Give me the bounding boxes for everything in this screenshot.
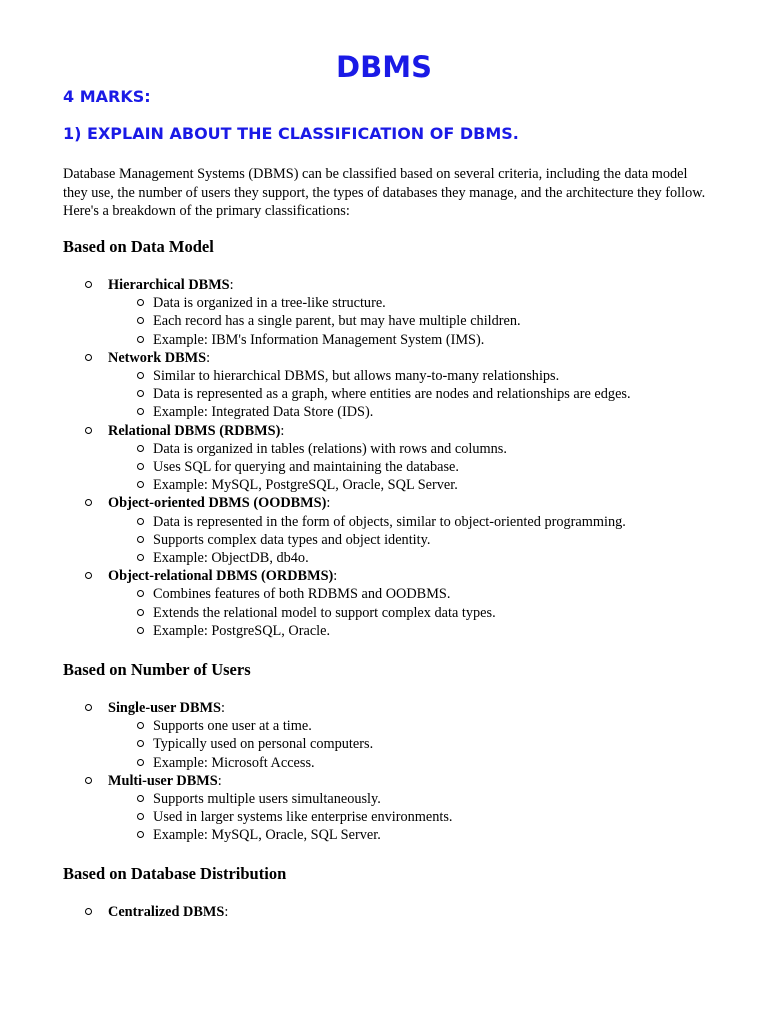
list-item: Object-relational DBMS (ORDBMS): Combines features of both RDBMS and OODBMS. Extends the relational model to support complex data types. Example: PostgreSQL, Oracle. bbox=[0, 567, 768, 640]
item-term: Object-oriented DBMS (OODBMS) bbox=[108, 495, 327, 512]
sub-list bbox=[108, 440, 768, 495]
sub-list-item bbox=[108, 754, 768, 772]
list-item: Hierarchical DBMS: Data is organized in a tree-like structure. Each record has a single parent, but may have multiple children. Example: IBM's Information Management System (IMS). bbox=[0, 276, 768, 349]
circle-bullet-icon bbox=[137, 408, 144, 415]
circle-bullet-icon bbox=[137, 740, 144, 747]
sub-list-item bbox=[108, 458, 768, 476]
sub-list-item bbox=[108, 312, 768, 330]
sub-list bbox=[108, 717, 768, 772]
circle-bullet-icon bbox=[137, 813, 144, 820]
list-item: Centralized DBMS: bbox=[0, 903, 768, 921]
sub-item-text: Similar to hierarchical DBMS, but allows many-to-many relationships. bbox=[153, 368, 560, 385]
circle-bullet-icon bbox=[137, 463, 144, 470]
list-item: Network DBMS: Similar to hierarchical DBMS, but allows many-to-many relationships. Data is represented as a graph, where entities are nodes and relationships are edges. Example: Integrated Data Store (IDS). bbox=[0, 349, 768, 422]
sub-list-item bbox=[108, 513, 768, 531]
sub-list-item bbox=[108, 476, 768, 494]
sub-list-item bbox=[108, 604, 768, 622]
circle-bullet-icon bbox=[85, 777, 92, 784]
sub-list-item bbox=[108, 622, 768, 640]
item-term: Relational DBMS (RDBMS) bbox=[108, 422, 281, 439]
circle-bullet-icon bbox=[137, 317, 144, 324]
sub-list-item bbox=[108, 549, 768, 567]
list-item: Multi-user DBMS: Supports multiple users simultaneously. Used in larger systems like enterprise environments. Example: MySQL, Oracle, SQL Server. bbox=[0, 772, 768, 845]
sub-item-text: Example: IBM's Information Management System (IMS). bbox=[153, 331, 485, 348]
sub-list-item bbox=[108, 735, 768, 753]
question-heading: 1) EXPLAIN ABOUT THE CLASSIFICATION OF DBMS. bbox=[63, 124, 519, 143]
sub-item-text: Example: MySQL, Oracle, SQL Server. bbox=[153, 827, 381, 844]
circle-bullet-icon bbox=[137, 554, 144, 561]
sub-item-text: Data is represented as a graph, where entities are nodes and relationships are edges. bbox=[153, 386, 631, 403]
sub-item-text: Combines features of both RDBMS and OODBMS. bbox=[153, 586, 451, 603]
circle-bullet-icon bbox=[85, 704, 92, 711]
sub-list-item bbox=[108, 367, 768, 385]
sub-list-item bbox=[108, 717, 768, 735]
circle-bullet-icon bbox=[85, 499, 92, 506]
section-heading: Based on Database Distribution bbox=[63, 864, 287, 883]
circle-bullet-icon bbox=[137, 831, 144, 838]
circle-bullet-icon bbox=[137, 722, 144, 729]
item-term: Centralized DBMS bbox=[108, 904, 225, 920]
circle-bullet-icon bbox=[85, 281, 92, 288]
sub-list bbox=[108, 790, 768, 845]
list-item: Relational DBMS (RDBMS): Data is organized in tables (relations) with rows and columns. Uses SQL for querying and maintaining the database. Example: MySQL, PostgreSQL, Oracle, SQL Server. bbox=[0, 422, 768, 495]
sub-item-text: Used in larger systems like enterprise environments. bbox=[153, 809, 453, 826]
sub-list-item bbox=[108, 531, 768, 549]
circle-bullet-icon bbox=[85, 908, 92, 915]
sub-list bbox=[108, 585, 768, 640]
circle-bullet-icon bbox=[85, 354, 92, 361]
sub-item-text: Data is organized in a tree-like structure. bbox=[153, 295, 386, 312]
sub-list-item bbox=[108, 294, 768, 312]
list-item: Single-user DBMS: Supports one user at a time. Typically used on personal computers. Example: Microsoft Access. bbox=[0, 699, 768, 772]
circle-bullet-icon bbox=[137, 372, 144, 379]
sub-list-item bbox=[108, 385, 768, 403]
circle-bullet-icon bbox=[137, 481, 144, 488]
circle-bullet-icon bbox=[137, 390, 144, 397]
sub-item-text: Example: PostgreSQL, Oracle. bbox=[153, 622, 331, 639]
document-title: DBMS bbox=[336, 50, 432, 84]
sub-item-text: Example: Microsoft Access. bbox=[153, 754, 315, 771]
section-heading: Based on Number of Users bbox=[63, 660, 251, 679]
sub-list-item bbox=[108, 790, 768, 808]
sub-item-text: Example: ObjectDB, db4o. bbox=[153, 550, 309, 567]
sub-item-text: Extends the relational model to support complex data types. bbox=[153, 604, 496, 621]
item-term: Hierarchical DBMS bbox=[108, 277, 230, 293]
sub-list-item bbox=[108, 808, 768, 826]
sub-item-text: Supports multiple users simultaneously. bbox=[153, 791, 381, 808]
classification-list bbox=[0, 276, 768, 640]
intro-paragraph: Database Management Systems (DBMS) can be classified based on several criteria, including the data model they use, the number of users they support, the types of databases they manage, and the architecture they follow. Here's a breakdown of the primary classifications: bbox=[63, 166, 706, 219]
item-term: Object-relational DBMS (ORDBMS) bbox=[108, 568, 334, 585]
item-term: Network DBMS bbox=[108, 349, 207, 366]
circle-bullet-icon bbox=[137, 609, 144, 616]
sub-list-item bbox=[108, 826, 768, 844]
sub-item-text: Each record has a single parent, but may have multiple children. bbox=[153, 313, 521, 330]
circle-bullet-icon bbox=[137, 759, 144, 766]
circle-bullet-icon bbox=[137, 299, 144, 306]
list-item: Object-oriented DBMS (OODBMS): Data is represented in the form of objects, similar to object-oriented programming. Supports complex data types and object identity. Example: ObjectDB, db4o. bbox=[0, 494, 768, 567]
sub-item-text: Typically used on personal computers. bbox=[153, 736, 374, 753]
sub-item-text: Data is represented in the form of objects, similar to object-oriented programming. bbox=[153, 513, 626, 530]
item-term: Multi-user DBMS bbox=[108, 772, 218, 789]
sub-item-text: Uses SQL for querying and maintaining the database. bbox=[153, 459, 459, 476]
sub-list-item bbox=[108, 585, 768, 603]
sub-list-item bbox=[108, 440, 768, 458]
sub-item-text: Example: MySQL, PostgreSQL, Oracle, SQL Server. bbox=[153, 477, 458, 494]
circle-bullet-icon bbox=[137, 336, 144, 343]
circle-bullet-icon bbox=[137, 795, 144, 802]
item-term: Single-user DBMS bbox=[108, 700, 221, 716]
circle-bullet-icon bbox=[137, 518, 144, 525]
sub-item-text: Example: Integrated Data Store (IDS). bbox=[153, 404, 374, 421]
marks-heading: 4 MARKS: bbox=[63, 87, 151, 106]
circle-bullet-icon bbox=[85, 572, 92, 579]
sub-list-item bbox=[108, 403, 768, 421]
circle-bullet-icon bbox=[85, 427, 92, 434]
circle-bullet-icon bbox=[137, 590, 144, 597]
classification-list bbox=[0, 903, 768, 921]
sub-list-item bbox=[108, 331, 768, 349]
circle-bullet-icon bbox=[137, 627, 144, 634]
circle-bullet-icon bbox=[137, 445, 144, 452]
circle-bullet-icon bbox=[137, 536, 144, 543]
sub-list bbox=[108, 367, 768, 422]
sub-item-text: Supports complex data types and object identity. bbox=[153, 531, 431, 548]
sub-item-text: Data is organized in tables (relations) with rows and columns. bbox=[153, 440, 507, 457]
sub-item-text: Supports one user at a time. bbox=[153, 718, 312, 735]
classification-list bbox=[0, 699, 768, 845]
sub-list bbox=[108, 294, 768, 349]
sub-list bbox=[108, 513, 768, 568]
section-heading: Based on Data Model bbox=[63, 237, 214, 256]
